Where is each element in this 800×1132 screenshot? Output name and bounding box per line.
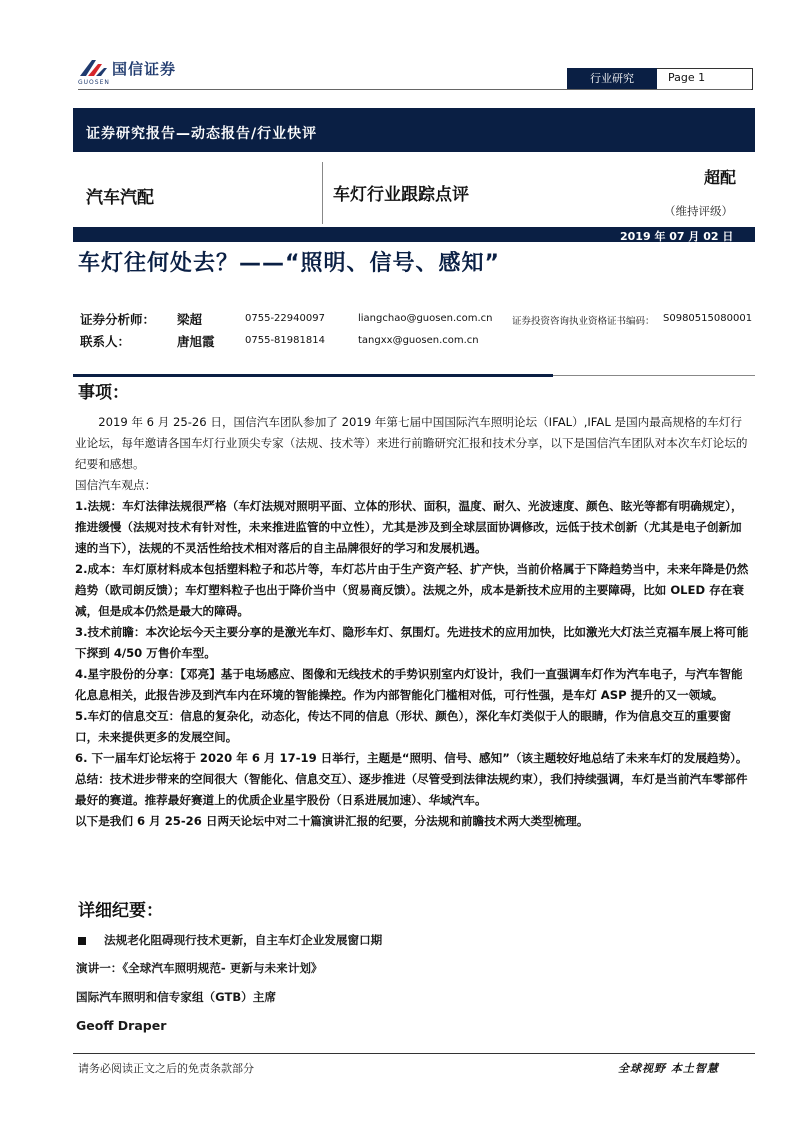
- contact-label: 联系人：: [80, 334, 131, 349]
- analyst-label: 证券分析师：: [80, 312, 156, 327]
- point-text: 信息的复杂化，动态化，传达不同的信息（形状、颜色），深化车灯类似于人的眼睛，作为信息交互的重要窗口，未来提供更多的发展空间。: [75, 709, 731, 744]
- point-text: 本次论坛今天主要分享的是激光车灯、隐形车灯、氛围灯。先进技术的应用加快，比如激光大灯法兰克福车展上将可能下探到 4/50 万售价车型。: [75, 625, 749, 660]
- point-text: 【邓亮】基于电场感应、图像和无线技术的手势识别室内灯设计，我们一直强调车灯作为汽车电子，与汽车智能化息息相关，此报告涉及到汽车内在环境的智能操控。作为内部智能化门槛相对低，可行性强，是车灯 ASP 提升的又一领域。: [75, 667, 743, 702]
- brand-name: 国信证券: [112, 60, 177, 78]
- contact-name: 唐旭霞: [177, 334, 215, 349]
- cert-number: S0980515080001: [663, 313, 753, 324]
- header-category: 行业研究: [567, 68, 657, 89]
- rating: 超配: [704, 168, 737, 187]
- point-lead: 2.成本：: [75, 562, 123, 576]
- point-text: 车灯法律法规很严格（车灯法规对照明平面、立体的形状、面积，温度、耐久、光波速度、颜色、眩光等都有明确规定），推进缓慢（法规对技术有针对性，未来推进监管的中立性），尤其是涉及到全球层面协调修改，远低于技术创新（尤其是电子创新加速的当下），法规的不灵活性给技术相对落后的自主品牌很好的学习和发展机遇。: [75, 499, 743, 555]
- contact-email: tangxx@guosen.com.cn: [358, 335, 479, 346]
- details-bullet: 法规老化阻碍现行技术更新，自主车灯企业发展窗口期: [104, 933, 383, 947]
- point-lead: 4.星宇股份的分享：: [75, 667, 181, 681]
- main-title: 车灯往何处去？——“照明、信号、感知”: [78, 251, 500, 276]
- analyst-email: liangchao@guosen.com.cn: [358, 313, 493, 324]
- speaker-name: Geoff Draper: [76, 1018, 167, 1033]
- point-1: [75, 496, 750, 559]
- point-5: [75, 706, 750, 748]
- talk-host: 国际汽车照明和信专家组（GTB）主席: [76, 990, 276, 1004]
- section-rule-light: [553, 375, 755, 376]
- point-lead: 5.车灯的信息交互：: [75, 709, 181, 723]
- point-text: 车灯原材料成本包括塑料粒子和芯片等，车灯芯片由于生产资产轻、扩产快，当前价格属于下降趋势当中，未来年降是仍然趋势（欧司朗反馈）；车灯塑料粒子也出于降价当中（贸易商反馈）。法规之外，成本是新技术应用的主要障碍，比如 OLED 存在衰减，但是成本仍然是最大的障碍。: [75, 562, 749, 618]
- brand-sub: GUOSEN: [78, 79, 110, 86]
- analyst-phone: 0755-22940097: [245, 313, 325, 324]
- report-date: 2019 年 07 月 02 日: [620, 230, 734, 243]
- square-bullet-icon: [78, 937, 86, 945]
- contact-phone: 0755-81981814: [245, 335, 325, 346]
- sector-name: 汽车汽配: [86, 188, 154, 208]
- guosen-logo-icon: [78, 56, 108, 78]
- rating-note: （维持评级）: [664, 204, 733, 218]
- header-rule: [78, 89, 751, 90]
- summary-text: 技术进步带来的空间很大（智能化、信息交互）、逐步推进（尽管受到法律法规约束），我们持续强调，车灯是当前汽车零部件最好的赛道。推荐最好赛道上的优质企业星宇股份（日系进展加速）、华域汽车。: [75, 772, 748, 807]
- body-text: [75, 412, 750, 832]
- sector-divider: [322, 162, 323, 224]
- point-lead: 3.技术前瞻：: [75, 625, 146, 639]
- header-page-number: Page 1: [668, 71, 706, 84]
- summary-lead: 总结：: [75, 772, 110, 786]
- viewpoints-label: 国信汽车观点：: [75, 478, 157, 492]
- footer-rule: [73, 1053, 755, 1054]
- analyst-name: 梁超: [177, 312, 203, 327]
- details-heading: 详细纪要：: [78, 901, 163, 921]
- point-3: [75, 622, 750, 664]
- point-2: [75, 559, 750, 622]
- point-4: [75, 664, 750, 706]
- section-rule-dark: [73, 374, 553, 377]
- footer-slogan: 全球视野 本土智慧: [618, 1062, 719, 1075]
- intro-paragraph: 2019 年 6 月 25-26 日，国信汽车团队参加了 2019 年第七届中国国际汽车照明论坛（IFAL）,IFAL 是国内最高规格的车灯行业论坛，每年邀请各国车灯行业顶尖专家（法规、技术等）来进行前瞻研究汇报和技术分享，以下是国信汽车团队对本次车灯论坛的纪要和感想。: [75, 415, 748, 471]
- closing-paragraph: 以下是我们 6 月 25-26 日两天论坛中对二十篇演讲汇报的纪要，分法规和前瞻技术两大类型梳理。: [75, 814, 589, 828]
- point-lead: 6. 下一届车灯论坛将于 2020 年 6 月 17-19 日举行，主题是: [75, 751, 402, 765]
- point-6: [75, 748, 750, 769]
- point-text: “照明、信号、感知”（该主题较好地总结了未来车灯的发展趋势）。: [401, 751, 748, 765]
- footer-disclaimer: 请务必阅读正文之后的免责条款部分: [78, 1062, 254, 1075]
- cert-label: 证券投资咨询执业资格证书编码：: [512, 316, 655, 327]
- talk-title: 演讲一：《全球汽车照明规范- 更新与未来计划》: [76, 961, 323, 975]
- report-title: 车灯行业跟踪点评: [333, 185, 469, 205]
- report-type: 证券研究报告—动态报告/行业快评: [86, 126, 318, 142]
- summary: [75, 769, 750, 811]
- point-lead: 1.法规：: [75, 499, 123, 513]
- events-heading: 事项：: [78, 383, 129, 403]
